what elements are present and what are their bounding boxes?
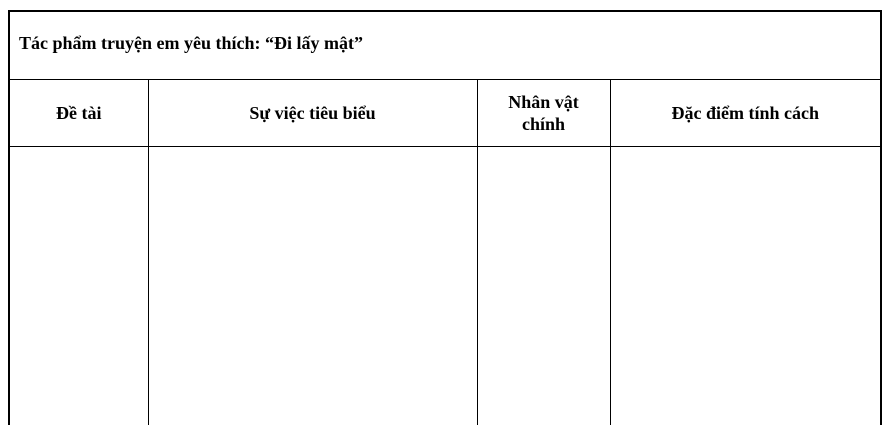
column-header-su-viec-tieu-bieu: Sự việc tiêu biểu [148,80,477,147]
column-header-de-tai: Đề tài [9,80,148,147]
body-cell-de-tai [9,147,148,425]
title-row [9,11,881,80]
body-cell-dac-diem-tinh-cach [610,147,881,425]
body-row [9,147,881,425]
body-cell-su-viec-tieu-bieu [148,147,477,425]
column-header-nhan-vat-chinh: Nhân vật chính [477,80,610,147]
body-cell-nhan-vat-chinh [477,147,610,425]
header-row [9,80,881,147]
column-header-dac-diem-tinh-cach: Đặc điểm tính cách [610,80,881,147]
story-summary-table [8,10,882,425]
table-title: Tác phẩm truyện em yêu thích: “Đi lấy mật” [9,11,881,80]
